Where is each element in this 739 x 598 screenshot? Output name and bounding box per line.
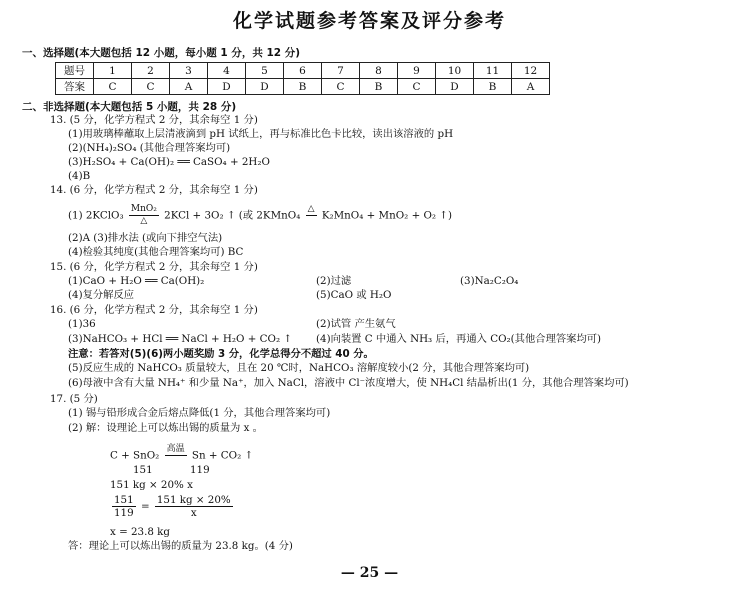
q15-answer-1: (1)CaO + H₂O ══ Ca(OH)₂ [68,275,205,287]
q17-equation [110,444,253,467]
table-cell: A [170,79,208,95]
table-cell: 12 [512,63,550,79]
q17-mass-1: 151 [133,464,153,476]
q16-answer-1: (1)36 [68,318,96,330]
heat-symbol: △ [140,216,148,226]
equals-sign: = [140,500,150,513]
table-cell: 2 [132,63,170,79]
q15-answer-3: (3)Na₂C₂O₄ [460,275,519,287]
table-cell: 3 [170,63,208,79]
reaction-condition-3 [165,444,187,467]
table-cell: 10 [436,63,474,79]
q17-mass-2: 119 [190,464,210,476]
q13-answer-2: (2)(NH₄)₂SO₄ (其他合理答案均可) [68,142,231,154]
table-cell: B [284,79,322,95]
q15-answer-2: (2)过滤 [316,275,352,287]
q14-answer-4: (4)检验其纯度(其他合理答案均可) BC [68,246,244,258]
q13-answer-1: (1)用玻璃棒蘸取上层清液滴到 pH 试纸上，再与标准比色卡比较，读出该溶液的 pH [68,128,454,140]
q13-heading: 13. (5 分，化学方程式 2 分，其余每空 1 分) [50,114,258,126]
table-cell: C [398,79,436,95]
reaction-condition [129,204,159,227]
table-cell: D [436,79,474,95]
q16-answer-3: (3)NaHCO₃ + HCl ══ NaCl + H₂O + CO₂ ↑ [68,333,292,345]
table-cell: C [322,79,360,95]
table-cell: 1 [94,63,132,79]
q17-given: 151 kg × 20% x [110,479,193,491]
table-cell: 11 [474,63,512,79]
proportion-left [112,494,136,519]
q17-result: x = 23.8 kg [110,526,171,538]
q17-heading: 17. (5 分) [50,393,98,405]
q17-final-answer: 答：理论上可以炼出锡的质量为 23.8 kg。(4 分) [68,540,293,552]
proportion-right [155,494,233,519]
q17-proportion [110,494,235,519]
table-row-numbers [56,63,550,79]
q14-eq-left: (1) 2KClO₃ [68,209,124,222]
q17-answer-1: (1) 锡与铅形成合金后熔点降低(1 分，其他合理答案均可) [68,407,331,419]
table-header-cell: 题号 [56,63,94,79]
denominator: x [190,507,197,519]
table-cell: D [208,79,246,95]
q13-answer-3: (3)H₂SO₄ + Ca(OH)₂ ══ CaSO₄ + 2H₂O [68,156,270,168]
table-cell: A [512,79,550,95]
table-cell: 6 [284,63,322,79]
q15-answer-5: (5)CaO 或 H₂O [316,289,392,301]
high-temp-label: 高温 [166,444,185,454]
table-cell: 7 [322,63,360,79]
q17-eq-right: Sn + CO₂ ↑ [191,449,254,462]
page-number: — 25 — [340,565,399,581]
q15-heading: 15. (6 分，化学方程式 2 分，其余每空 1 分) [50,261,258,273]
numerator: 151 [114,494,134,506]
table-cell: 9 [398,63,436,79]
q16-bonus-note: 注意：若答对(5)(6)两小题奖励 3 分，化学总得分不超过 40 分。 [68,348,374,360]
numerator: 151 kg × 20% [156,494,231,506]
table-cell: B [474,79,512,95]
table-cell: B [360,79,398,95]
q15-answer-4: (4)复分解反应 [68,289,135,301]
table-cell: C [94,79,132,95]
q13-answer-4: (4)B [68,170,91,182]
catalyst-label: MnO₂ [130,204,157,214]
q14-answer-1 [68,204,452,227]
q16-answer-4: (4)向装置 C 中通入 NH₃ 后，再通入 CO₂(其他合理答案均可) [316,333,602,345]
reaction-condition-2 [306,204,317,227]
table-header-cell: 答案 [56,79,94,95]
answer-table [55,62,550,95]
q16-answer-5: (5)反应生成的 NaHCO₃ 质量较大，且在 20 ℃时，NaHCO₃ 溶解度较小(2 分，其他合理答案均可) [68,362,530,374]
table-cell: 4 [208,63,246,79]
q17-eq-left: C + SnO₂ [110,449,160,462]
q16-heading: 16. (6 分，化学方程式 2 分，其余每空 1 分) [50,304,258,316]
denominator: 119 [114,507,134,519]
q14-heading: 14. (6 分，化学方程式 2 分，其余每空 1 分) [50,184,258,196]
q14-eq-right-2: K₂MnO₄ + MnO₂ + O₂ ↑) [321,209,452,222]
table-row-answers [56,79,550,95]
q17-answer-2: (2) 解：设理论上可以炼出锡的质量为 x 。 [68,422,263,434]
table-cell: 8 [360,63,398,79]
section1-heading: 一、选择题(本大题包括 12 小题，每小题 1 分，共 12 分) [22,47,301,59]
q16-answer-6: (6)母液中含有大量 NH₄⁺ 和少量 Na⁺，加入 NaCl，溶液中 Cl⁻浓度增大，使 NH₄Cl 结晶析出(1 分，其他合理答案均可) [68,377,629,389]
q14-eq-right: 2KCl + 3O₂ ↑ (或 2KMnO₄ [164,209,301,222]
page-title: 化学试题参考答案及评分参考 [232,10,506,32]
section2-heading: 二、非选择题(本大题包括 5 小题，共 28 分) [22,101,237,113]
table-cell: C [132,79,170,95]
q14-answer-2: (2)A (3)排水法 (或向下排空气法) [68,232,223,244]
table-cell: 5 [246,63,284,79]
q16-answer-2: (2)试管 产生氨气 [316,318,396,330]
heat-symbol-2: △ [307,204,315,214]
table-cell: D [246,79,284,95]
